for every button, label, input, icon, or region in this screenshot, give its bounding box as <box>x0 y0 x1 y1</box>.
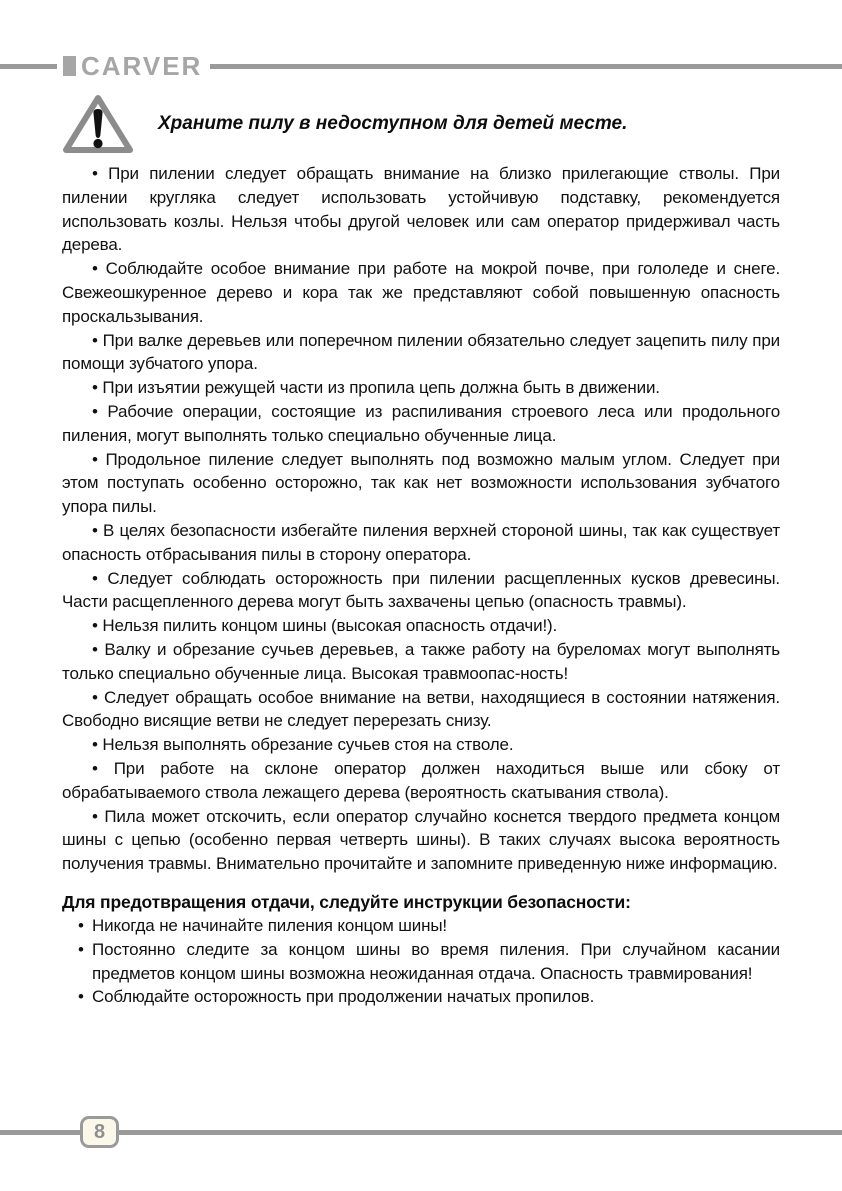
safety-paragraph: • Нельзя пилить концом шины (высокая опасность отдачи!). <box>92 616 558 636</box>
warning-heading: Храните пилу в недоступном для детей месте. <box>158 113 628 134</box>
kickback-heading: Для предотвращения отдачи, следуйте инструкции безопасности: <box>62 891 631 912</box>
warning-row <box>62 92 627 156</box>
safety-paragraph: • Продольное пиление следует выполнять под возможно малым углом. Следует при этом поступать особенно осторожно, так как нет возможности использования зубчатого упора пилы. <box>62 449 780 517</box>
safety-paragraph: • При работе на склоне оператор должен находиться выше или сбоку от обрабатываемого ствола лежащего дерева (вероятность скатывания ствола). <box>62 758 780 802</box>
brand-name: CARVER <box>81 51 203 81</box>
bullet-glyph: • <box>92 687 104 707</box>
kickback-item: • Постоянно следите за концом шины во время пиления. При случайном касании предметов концом шины возможна неожиданная отдача. Опасность травмирования! <box>78 939 780 983</box>
bullet-glyph: • <box>92 568 108 588</box>
bullet-glyph: • <box>92 616 103 636</box>
bullet-glyph: • <box>92 330 103 350</box>
bullet-glyph: • <box>92 259 106 279</box>
safety-paragraph: • Следует соблюдать осторожность при пилении расщепленных кусков древесины. Части расщепленного дерева могут быть захвачены цепью (опасность травмы). <box>62 568 780 612</box>
brand-logo-mark-icon <box>63 56 76 76</box>
safety-paragraph: • Валку и обрезание сучьев деревьев, а также работу на буреломах могут выполнять только специально обученные лица. Высокая травмоопас-ность! <box>62 639 780 683</box>
safety-paragraph: • При пилении следует обращать внимание на близко прилегающие стволы. При пилении кругляка следует использовать устойчивую подставку, рекомендуется использовать козлы. Нельзя чтобы другой человек или сам оператор придерживал часть дерева. <box>62 164 781 255</box>
bullet-glyph: • <box>92 735 103 755</box>
safety-paragraph: • При изъятии режущей части из пропила цепь должна быть в движении. <box>92 378 660 398</box>
kickback-item: • Никогда не начинайте пиления концом шины! <box>62 914 780 938</box>
safety-paragraph: • Соблюдайте особое внимание при работе на мокрой почве, при гололеде и снеге. Свежеошкуренное дерево и кора так же представляют собой повышенную опасность проскальзывания. <box>62 259 781 326</box>
kickback-item: • Соблюдайте осторожность при продолжении начатых пропилов. <box>62 985 780 1009</box>
safety-paragraphs <box>62 162 780 876</box>
bullet-glyph: • <box>92 520 104 540</box>
bullet-glyph: • <box>92 806 105 826</box>
bullet-glyph: • <box>92 758 114 778</box>
page-number-badge: 8 <box>80 1116 119 1148</box>
safety-paragraph: • В целях безопасности избегайте пиления верхней стороной шины, так как существует опасность отбрасывания пилы в сторону оператора. <box>62 520 780 564</box>
safety-paragraph: • Рабочие операции, состоящие из распиливания строевого леса или продольного пиления, могут выполнять только специально обученные лица. <box>62 401 781 445</box>
safety-paragraph: • Нельзя выполнять обрезание сучьев стоя на стволе. <box>92 735 514 755</box>
footer-rule <box>0 1130 842 1135</box>
bullet-glyph: • <box>92 378 103 398</box>
bullet-glyph: • <box>92 401 108 421</box>
safety-paragraph: • Следует обращать особое внимание на ветви, находящиеся в состоянии натяжения. Свободно висящие ветви не следует перерезать снизу. <box>62 687 781 731</box>
content <box>62 162 780 1009</box>
header-rule-left <box>0 64 57 69</box>
bullet-glyph: • <box>92 449 106 469</box>
bullet-glyph: • <box>78 915 84 935</box>
bullet-glyph: • <box>92 639 105 659</box>
header-rule-right <box>210 64 842 69</box>
warning-triangle-icon <box>62 92 134 156</box>
brand-logo <box>57 53 210 79</box>
bullet-glyph: • <box>78 987 84 1007</box>
kickback-list <box>62 914 780 1009</box>
bullet-glyph: • <box>78 939 84 959</box>
page-header <box>0 52 842 80</box>
bullet-glyph: • <box>92 164 109 183</box>
safety-paragraph: • Пила может отскочить, если оператор случайно коснется твердого предмета концом шины с цепью (особенно первая четверть шины). В таких случаях высока вероятность получения травмы. Внимательно прочитайте и запомните приведенную ниже информацию. <box>62 806 780 874</box>
safety-paragraph: • При валке деревьев или поперечном пилении обязательно следует зацепить пилу при помощи зубчатого упора. <box>62 330 780 374</box>
